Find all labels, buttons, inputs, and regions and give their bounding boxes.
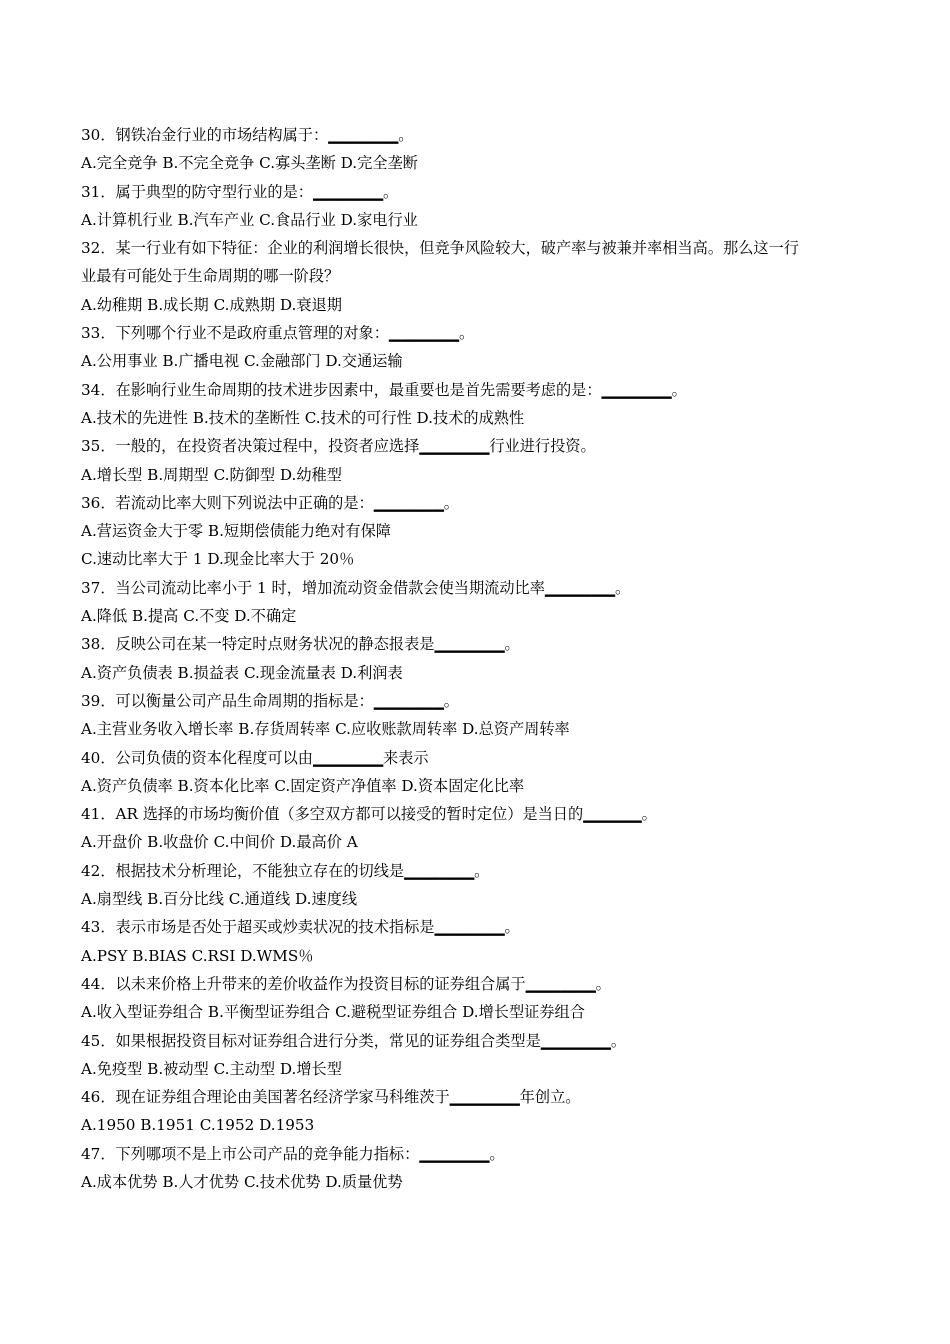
question-44: 44．以未来价格上升带来的差价收益作为投资目标的证券组合属于▁▁▁▁▁▁。 <box>81 974 611 993</box>
document-page <box>81 121 891 1196</box>
options-46: A.1950 B.1951 C.1952 D.1953 <box>81 1116 315 1135</box>
options-44: A.收入型证券组合 B.平衡型证券组合 C.避税型证券组合 D.增长型证券组合 <box>81 1003 585 1022</box>
question-43: 43．表示市场是否处于超买或炒卖状况的技术指标是▁▁▁▁▁▁。 <box>81 918 520 937</box>
options-47: A.成本优势 B.人才优势 C.技术优势 D.质量优势 <box>81 1172 403 1191</box>
question-40: 40．公司负债的资本化程度可以由▁▁▁▁▁▁来表示 <box>81 748 429 767</box>
options-30: A.完全竞争 B.不完全竞争 C.寡头垄断 D.完全垄断 <box>81 154 418 173</box>
options-35: A.增长型 B.周期型 C.防御型 D.幼稚型 <box>81 465 342 484</box>
options-32: A.幼稚期 B.成长期 C.成熟期 D.衰退期 <box>81 295 342 314</box>
question-37: 37．当公司流动比率小于 1 时，增加流动资金借款会使当期流动比率▁▁▁▁▁▁。 <box>81 578 631 597</box>
question-47: 47．下列哪项不是上市公司产品的竞争能力指标：▁▁▁▁▁▁。 <box>81 1144 505 1163</box>
question-31: 31．属于典型的防守型行业的是：▁▁▁▁▁▁。 <box>81 182 399 201</box>
question-30: 30．钢铁冶金行业的市场结构属于：▁▁▁▁▁▁。 <box>81 126 414 144</box>
options-36-line-2: C.速动比率大于 1 D.现金比率大于 20％ <box>81 550 355 569</box>
question-35: 35．一般的，在投资者决策过程中，投资者应选择▁▁▁▁▁▁行业进行投资。 <box>81 437 596 456</box>
question-34: 34．在影响行业生命周期的技术进步因素中，最重要也是首先需要考虑的是：▁▁▁▁▁▁。 <box>81 380 687 399</box>
options-40: A.资产负债率 B.资本化比率 C.固定资产净值率 D.资本固定化比率 <box>81 776 525 795</box>
options-45: A.免疫型 B.被动型 C.主动型 D.增长型 <box>81 1059 342 1078</box>
question-36: 36．若流动比率大则下列说法中正确的是：▁▁▁▁▁▁。 <box>81 493 459 512</box>
question-38: 38．反映公司在某一特定时点财务状况的静态报表是▁▁▁▁▁▁。 <box>81 635 520 654</box>
options-34: A.技术的先进性 B.技术的垄断性 C.技术的可行性 D.技术的成熟性 <box>81 408 525 427</box>
question-46: 46．现在证券组合理论由美国著名经济学家马科维茨于▁▁▁▁▁▁年创立。 <box>81 1088 581 1107</box>
question-39: 39．可以衡量公司产品生命周期的指标是：▁▁▁▁▁▁。 <box>81 691 459 710</box>
question-41: 41．AR 选择的市场均衡价值（多空双方都可以接受的暂时定位）是当日的▁▁▁▁▁。 <box>81 805 657 824</box>
options-33: A.公用事业 B.广播电视 C.金融部门 D.交通运输 <box>81 352 403 371</box>
options-39: A.主营业务收入增长率 B.存货周转率 C.应收账款周转率 D.总资产周转率 <box>81 720 570 739</box>
options-41: A.开盘价 B.收盘价 C.中间价 D.最高价 A <box>81 833 358 852</box>
question-32-line-2: 业最有可能处于生命周期的哪一阶段？ <box>81 267 340 286</box>
options-36-line-1: A.营运资金大于零 B.短期偿债能力绝对有保障 <box>81 522 391 541</box>
options-37: A.降低 B.提高 C.不变 D.不确定 <box>81 607 297 626</box>
options-31: A.计算机行业 B.汽车产业 C.食品行业 D.家电行业 <box>81 210 418 229</box>
question-33: 33．下列哪个行业不是政府重点管理的对象：▁▁▁▁▁▁。 <box>81 324 475 343</box>
question-42: 42．根据技术分析理论，不能独立存在的切线是▁▁▁▁▁▁。 <box>81 861 490 880</box>
options-42: A.扇型线 B.百分比线 C.通道线 D.速度线 <box>81 890 358 909</box>
options-38: A.资产负债表 B.损益表 C.现金流量表 D.利润表 <box>81 663 403 682</box>
question-45: 45．如果根据投资目标对证券组合进行分类，常见的证券组合类型是▁▁▁▁▁▁。 <box>81 1031 627 1050</box>
options-43: A.PSY B.BIAS C.RSI D.WMS％ <box>81 946 314 965</box>
question-32-line-1: 32．某一行业有如下特征：企业的利润增长很快，但竞争风险较大，破产率与被兼并率相当高。那么这一行 <box>81 239 799 258</box>
